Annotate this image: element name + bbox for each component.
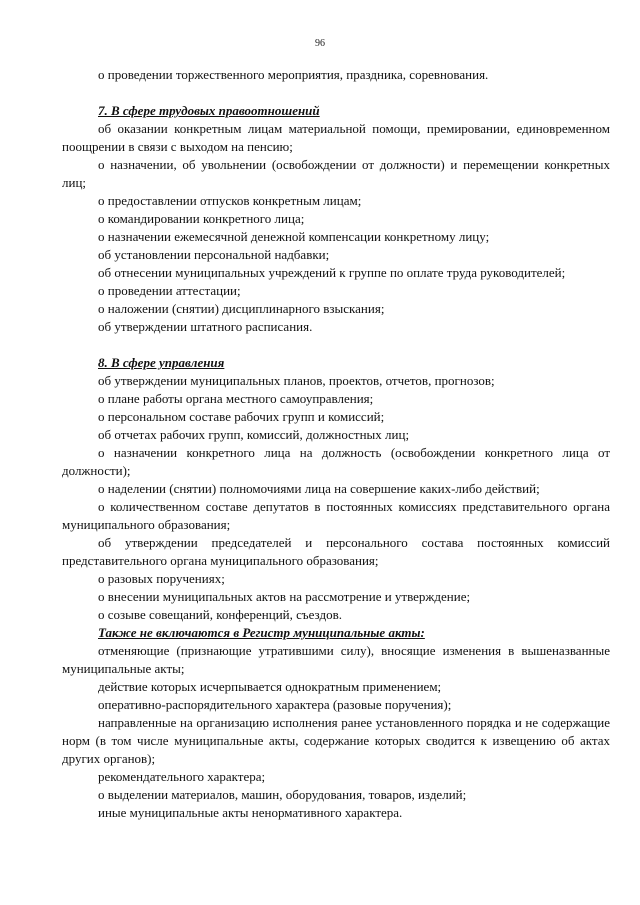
list-item: о наложении (снятии) дисциплинарного взыскания; <box>98 301 385 316</box>
list-item: иные муниципальные акты ненормативного характера. <box>98 805 403 820</box>
list-item: об отнесении муниципальных учреждений к группе по оплате труда руководителей; <box>98 265 566 280</box>
list-item: рекомендательного характера; <box>98 769 266 784</box>
list-item: о внесении муниципальных актов на рассмотрение и утверждение; <box>98 589 471 604</box>
list-item: об отчетах рабочих групп, комиссий, должностных лиц; <box>98 427 410 442</box>
section-8-list <box>62 372 610 624</box>
list-item: отменяющие (признающие утратившими силу), вносящие изменения в вышеназванные муниципальные акты; <box>62 643 610 676</box>
list-item: об утверждении муниципальных планов, проектов, отчетов, прогнозов; <box>98 373 495 388</box>
list-item: направленные на организацию исполнения ранее установленного порядка и не содержащие норм (в том числе муниципальные акты, содержание которых сводится к извещению об актах других органов); <box>62 715 610 766</box>
exclusions-list <box>62 642 610 822</box>
list-item: о разовых поручениях; <box>98 571 225 586</box>
list-item: о назначении ежемесячной денежной компенсации конкретному лицу; <box>98 229 490 244</box>
document-body <box>62 66 610 822</box>
list-item: о назначении, об увольнении (освобождении от должности) и перемещении конкретных лиц; <box>62 157 610 190</box>
list-item: об установлении персональной надбавки; <box>98 247 330 262</box>
list-item: о назначении конкретного лица на должность (освобождении конкретного лица от должности); <box>62 445 610 478</box>
list-item: о выделении материалов, машин, оборудования, товаров, изделий; <box>98 787 467 802</box>
list-item: о наделении (снятии) полномочиями лица на совершение каких-либо действий; <box>98 481 540 496</box>
page-number: 96 <box>315 38 325 49</box>
list-item: о командировании конкретного лица; <box>98 211 305 226</box>
list-item: об оказании конкретным лицам материальной помощи, премировании, единовременном поощрении в связи с выходом на пенсию; <box>62 121 610 154</box>
spacer <box>62 336 610 354</box>
list-item: о персональном составе рабочих групп и комиссий; <box>98 409 385 424</box>
spacer <box>62 84 610 102</box>
list-item: действие которых исчерпывается однократным применением; <box>98 679 442 694</box>
list-item: о созыве совещаний, конференций, съездов. <box>98 607 342 622</box>
list-item: о плане работы органа местного самоуправления; <box>98 391 374 406</box>
section-7-heading: 7. В сфере трудовых правоотношений <box>98 103 320 118</box>
list-item: об утверждении штатного расписания. <box>98 319 313 334</box>
section-8-heading: 8. В сфере управления <box>98 355 225 370</box>
list-item: о количественном составе депутатов в постоянных комиссиях представительного органа муниципального образования; <box>62 499 610 532</box>
list-item: о предоставлении отпусков конкретным лицам; <box>98 193 362 208</box>
list-item: оперативно-распорядительного характера (разовые поручения); <box>98 697 452 712</box>
exclusions-heading: Также не включаются в Регистр муниципальные акты: <box>98 625 425 640</box>
section-7-list <box>62 120 610 336</box>
intro-paragraph: о проведении торжественного мероприятия, праздника, соревнования. <box>98 67 489 82</box>
list-item: об утверждении председателей и персонального состава постоянных комиссий представительного органа муниципального образования; <box>62 535 610 568</box>
list-item: о проведении аттестации; <box>98 283 241 298</box>
